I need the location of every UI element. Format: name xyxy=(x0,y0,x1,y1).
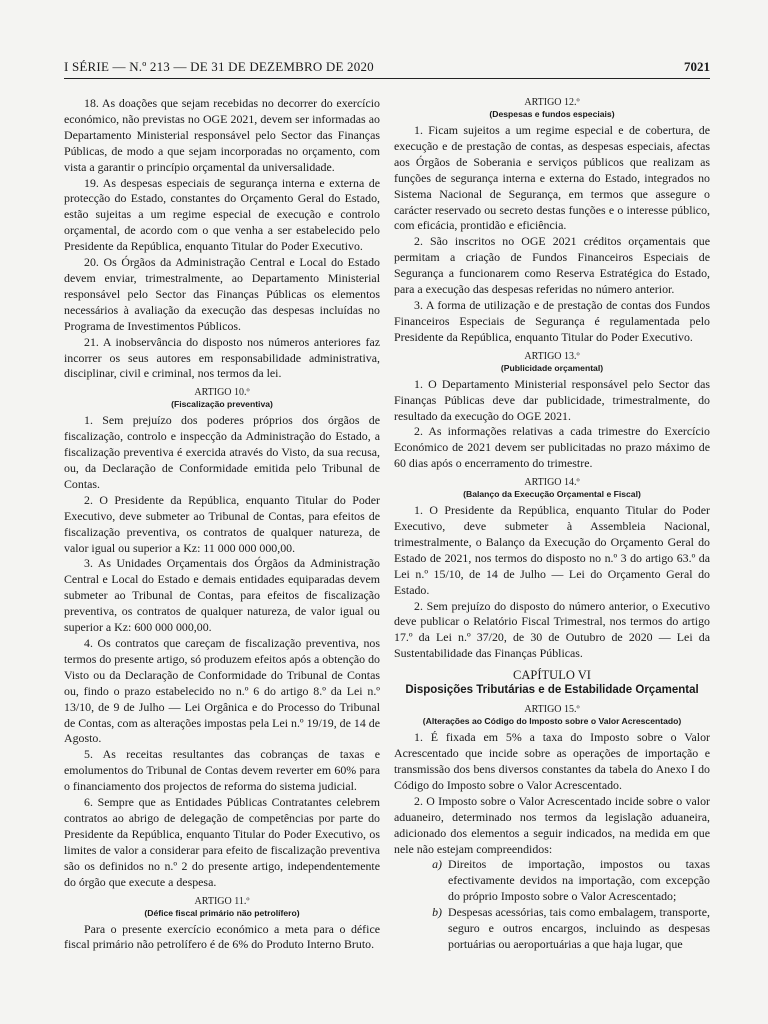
article-13-para-2: 2. As informações relativas a cada trimestre do Exercício Económico de 2021 devem ser publicitadas no prazo máximo de 60 dias após o encerramento do trimestre. xyxy=(394,424,710,471)
article-13-para-1: 1. O Departamento Ministerial responsável pelo Sector das Finanças Públicas deve dar publicidade, trimestralmente, do resultado da execução do OGE 2021. xyxy=(394,376,710,423)
article-13-label: ARTIGO 13.º xyxy=(524,350,580,362)
article-10-para-1: 1. Sem prejuízo dos poderes próprios dos órgãos de fiscalização, controlo e inspecção da Administração do Estado, a fiscalização preventiva é exercida através do Visto, da sua recusa, ou, da Declaração de Conformidade emitida pelo Tribunal de Contas. xyxy=(64,413,380,491)
left-column xyxy=(64,96,380,953)
article-11-para: Para o presente exercício económico a meta para o défice fiscal primário não petrolífero é de 6% do Produto Interno Bruto. xyxy=(64,921,380,952)
article-10-label: ARTIGO 10.º xyxy=(194,387,250,399)
article-14-title: (Balanço da Execução Orçamental e Fiscal) xyxy=(463,489,641,500)
two-column-body xyxy=(64,96,710,953)
article-10-para-2: 2. O Presidente da República, enquanto Titular do Poder Executivo, deve submeter ao Tribunal de Contas, para efeitos de fiscalização preventiva, os contratos de qualquer natureza, de valor igual ou superior a Kz: 11 000 000 000,00. xyxy=(64,492,380,555)
paragraph-18: 18. As doações que sejam recebidas no decorrer do exercício económico, não previstas no OGE 2021, devem ser informadas ao Departamento Ministerial responsável pelo Sector das Finanças Públicas, de modo a que sejam incorporadas no orçamento, com vista a garantir o princípio orçamental da universalidade. xyxy=(64,96,380,174)
chapter-title: Disposições Tributárias e de Estabilidade Orçamental xyxy=(405,684,699,697)
header-title: I SÉRIE — N.º 213 — DE 31 DE DEZEMBRO DE 2020 xyxy=(64,59,374,74)
list-item-a-label: a) xyxy=(432,857,442,872)
paragraph-21: 21. A inobservância do disposto nos números anteriores faz incorrer os seus autores em responsabilidade administrativa, disciplinar, civil e criminal, nos termos da lei. xyxy=(64,334,380,381)
article-10-title: (Fiscalização preventiva) xyxy=(171,399,273,410)
article-15-para-1: 1. É fixada em 5% a taxa do Imposto sobre o Valor Acrescentado que incide sobre as operações de importação e transmissão dos bens diversos constantes da tabela do Anexo I do Código do Imposto sobre o Valor Acrescentado. xyxy=(394,730,710,792)
paragraph-20: 20. Os Órgãos da Administração Central e Local do Estado devem enviar, trimestralmente, ao Departamento Ministerial responsável pelo Sector das Finanças Públicas os elementos necessários à avaliação da execução das despesas incluídas no Programa de Investimentos Públicos. xyxy=(64,255,380,333)
article-10-para-3: 3. As Unidades Orçamentais dos Órgãos da Administração Central e Local do Estado e demais entidades equiparadas devem submeter ao Tribunal de Contas, para efeitos de fiscalização preventiva, os contratos de qualquer natureza, de valor igual ou superior a Kz: 600 000 000,00. xyxy=(64,556,380,635)
page-header xyxy=(64,54,710,79)
article-12-title: (Despesas e fundos especiais) xyxy=(489,109,615,119)
list-item-a-text: Direitos de importação, impostos ou taxas efectivamente devidos na importação, com excepção do próprio Imposto sobre o Valor Acrescentado; xyxy=(448,857,710,904)
article-12-para-1: 1. Ficam sujeitos a um regime especial e de cobertura, de execução e de prestação de contas, as despesas especiais, afectas aos Órgãos de Soberania e serviços públicos que realizam as funções de segurança interna e externa do Estado, integrados no Sistema Nacional de Segurança, em termos que assegure o carácter reservado ou secreto destas funções e o interesse público, com eficácia, prontidão e eficiência. xyxy=(394,123,710,233)
right-column xyxy=(394,96,710,953)
article-15-title: (Alterações ao Código do Imposto sobre o Valor Acrescentado) xyxy=(422,716,682,727)
list-item-b-text: Despesas acessórias, tais como embalagem, transporte, seguro e outros encargos, incluindo as despesas portuárias ou aeroportuárias a que haja lugar, que xyxy=(448,905,710,951)
article-10-para-5: 5. As receitas resultantes das cobranças de taxas e emolumentos do Tribunal de Contas devem reverter em 60% para o financiamento dos projectos de reforma do sistema judicial. xyxy=(64,747,380,794)
article-12-para-3: 3. A forma de utilização e de prestação de contas dos Fundos Financeiros Especiais de Segurança é regulamentada pelo Presidente da República, enquanto Titular do Poder Executivo. xyxy=(394,297,710,344)
list-item-a xyxy=(418,857,710,905)
chapter-label: CAPÍTULO VI xyxy=(513,668,591,683)
article-14-label: ARTIGO 14.º xyxy=(524,477,580,489)
list-item-b xyxy=(418,905,710,953)
page-number: 7021 xyxy=(684,59,710,74)
article-14-para-1: 1. O Presidente da República, enquanto Titular do Poder Executivo, deve submeter à Assembleia Nacional, trimestralmente, o Balanço da Execução do Orçamento Geral do Estado de 2021, nos termos do disposto no n.º 3 do artigo 63.º da Lei n.º 15/10, de 14 de Julho — Lei do Orçamento Geral do Estado. xyxy=(394,503,710,597)
article-15-para-2: 2. O Imposto sobre o Valor Acrescentado incide sobre o valor aduaneiro, determinado nos termos da legislação aduaneira, adicionado dos elementos a seguir indicados, na medida em que nele não estejam compreendidos: xyxy=(394,793,710,856)
list-item-b-label: b) xyxy=(432,905,442,920)
article-10-para-4: 4. Os contratos que careçam de fiscalização preventiva, nos termos do presente artigo, só produzem efeitos após a obtenção do Visto ou da Declaração de Conformidade do Tribunal de Contas ou, findo o prazo estabelecido no n.º 6 do artigo 8.º da Lei n.º 13/10, de 9 de Julho — Lei Orgânica e do Processo do Tribunal de Contas, com as alterações impostas pela Lei n.º 19/19, de 14 de Agosto. xyxy=(64,636,380,746)
article-15-label: ARTIGO 15.º xyxy=(524,704,580,716)
article-11-title: (Défice fiscal primário não petrolífero) xyxy=(144,907,300,918)
article-12-label: ARTIGO 12.º xyxy=(524,97,580,108)
paragraph-19: 19. As despesas especiais de segurança interna e externa de protecção do Estado, constantes do Orçamento Geral do Estado, estão sujeitas a um regime especial de execução e controlo orçamental, de acordo com o que venha a ser estabelecido pelo Presidente da República, enquanto Titular do Poder Executivo. xyxy=(64,175,380,254)
article-12-para-2: 2. São inscritos no OGE 2021 créditos orçamentais que permitam a criação de Fundos Financeiros Especiais de Segurança a funcionarem como Reserva Estratégica do Estado, para a execução das despesas referidas no número anterior. xyxy=(394,234,710,297)
article-14-para-2: 2. Sem prejuízo do disposto do número anterior, o Executivo deve publicar o Relatório Fiscal Trimestral, nos termos do artigo 17.º da Lei n.º 37/20, de 30 de Outubro de 2020 — Lei da Sustentabilidade das Finanças Públicas. xyxy=(394,598,710,661)
article-10-para-6: 6. Sempre que as Entidades Públicas Contratantes celebrem contratos ao abrigo de delegação de competências por parte do Presidente da República, enquanto Titular do Poder Executivo, os limites de valor a considerar para efeito de fiscalização preventiva são os definidos no n.º 2 do presente artigo, independentemente do órgão que execute a despesa. xyxy=(64,795,380,889)
article-11-label: ARTIGO 11.º xyxy=(194,895,250,907)
article-13-title: (Publicidade orçamental) xyxy=(500,362,604,373)
